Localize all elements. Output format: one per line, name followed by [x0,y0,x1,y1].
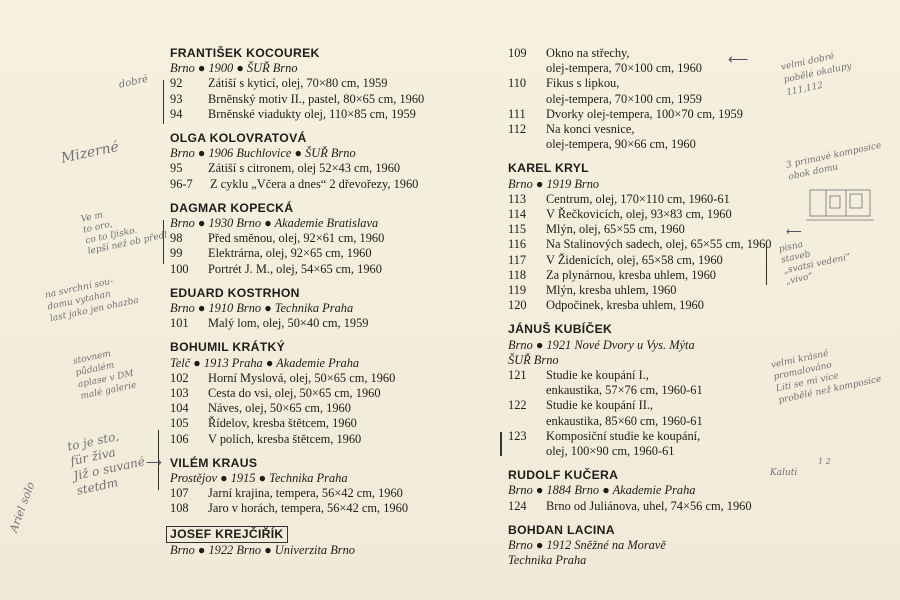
catalog-number: 95 [170,161,183,176]
catalog-number: 96-7 [170,176,193,191]
catalog-item [508,222,808,237]
catalog-description: V Židenicích, olej, 65×58 cm, 1960 [546,252,723,267]
artist-name-text: DAGMAR KOPECKÁ [170,200,294,215]
catalog-number: 99 [170,246,183,261]
artist-name-text: EDUARD KOSTRHON [170,285,300,300]
catalog-item [508,253,808,268]
catalog-number: 105 [170,416,189,431]
catalog-item [508,298,808,313]
arrow-left-icon: ⟵ [728,53,749,68]
artist-bio: Telč ● 1913 Praha ● Akademie Praha [170,355,360,370]
artist-name-text: JOSEF KREJČIŘÍK [166,526,288,543]
artist-name-text: OLGA KOLOVRATOVÁ [170,131,307,146]
note-dobre: dobré [118,73,150,91]
note-mizerne: Mizerné [59,138,121,167]
catalog-number: 114 [508,207,527,222]
catalog-number: 122 [508,398,527,413]
catalog-item [170,76,500,91]
catalog-number: 102 [170,370,189,385]
artist-entry-continued [508,46,808,152]
catalog-item [170,262,500,277]
artist-bio: Brno ● 1910 Brno ● Technika Praha [170,301,354,316]
catalog-number: 103 [170,386,189,401]
catalog-item [170,386,500,401]
catalog-description: Horní Myslová, olej, 50×65 cm, 1960 [208,370,396,385]
artist-entry-vilem-kraus [170,456,500,517]
artist-entry-frantisek-kocourek [170,46,500,122]
artist-name-text: KAREL KRYL [508,161,589,176]
catalog-number: 108 [170,501,189,516]
catalog-number: 119 [508,283,527,298]
catalog-description: Brněnský motiv II., pastel, 80×65 cm, 1960 [208,91,425,106]
catalog-description: Fikus s lipkou, olej-tempera, 70×100 cm, 1959 [546,76,702,106]
bracket-kucera [500,432,502,456]
artist-bio: Brno ● 1921 Nové Dvory u Vys. Mýta ŠUŘ Brno [508,337,695,367]
catalog-item [508,268,808,283]
catalog-item [170,161,500,176]
catalog-item [170,501,500,516]
catalog-description: Brno od Juliánova, uhel, 74×56 cm, 1960 [546,498,752,513]
catalog-number: 98 [170,231,183,246]
catalog-number: 121 [508,368,527,383]
catalog-description: V Řečkovicích, olej, 93×83 cm, 1960 [546,207,732,222]
catalog-item [170,231,500,246]
catalog-item [508,107,808,122]
catalog-description: Okno na střechy, olej-tempera, 70×100 cm, 1960 [546,46,702,76]
catalog-number: 123 [508,428,527,443]
artist-name [170,340,500,355]
bracket-kryl [766,245,767,285]
note-kucera-num: 1 2 [818,457,831,466]
catalog-number: 106 [170,431,189,446]
note-kucera: Kaluti [770,468,798,478]
catalog-item [170,401,500,416]
catalog-description: Na konci vesnice, olej-tempera, 90×66 cm, 1960 [546,122,696,152]
arrow-left-small-icon: ⟵ [786,226,802,238]
note-kryl-top: 3 primavé komposice obok domu [785,140,883,183]
catalog-number: 92 [170,76,183,91]
catalog-description: Řídelov, kresba štětcem, 1960 [208,416,357,431]
catalog-item [508,76,808,106]
artist-entry-karel-kryl [508,161,808,313]
catalog-item [508,237,808,252]
catalog-description: Mlýn, kresba uhlem, 1960 [546,283,677,298]
artist-bio: Brno ● 1922 Brno ● Univerzita Brno [170,542,355,557]
catalog-description: Zátiší s kyticí, olej, 70×80 cm, 1959 [208,76,388,91]
artist-name-text: RUDOLF KUČERA [508,468,619,483]
catalog-number: 117 [508,252,527,267]
catalog-description: Jaro v horách, tempera, 56×42 cm, 1960 [208,501,409,516]
artist-entry-olga-kolovratova [170,131,500,192]
catalog-description: Mlýn, olej, 65×55 cm, 1960 [546,222,685,237]
artist-bio: Brno ● 1930 Brno ● Akademie Bratislava [170,216,379,231]
note-top-right: velmi dobré pobělé okalupy 111,112 [780,51,853,99]
catalog-item [170,92,500,107]
artist-name [508,523,808,538]
arrow-right-icon: ⟶ [146,457,162,469]
catalog-item [170,177,500,192]
catalog-number: 93 [170,91,183,106]
catalog-item [170,107,500,122]
artist-bio: Brno ● 1912 Sněžné na Moravě Technika Praha [508,538,666,568]
note-vertical: Ariel solo [7,480,38,535]
artist-name [508,322,808,337]
catalog-item [170,432,500,447]
catalog-item [170,316,500,331]
artist-name [170,526,500,543]
artist-bio: Brno ● 1919 Brno [508,176,600,191]
catalog-description: Komposiční studie ke koupání, olej, 100×90 cm, 1960-61 [546,428,701,459]
catalog-item [508,368,808,398]
artist-entry-janus-kubicek [508,322,808,459]
catalog-description: Z cyklu „Včera a dnes“ 2 dřevořezy, 1960 [210,176,419,191]
artist-bio: Brno ● 1906 Buchlovice ● ŠUŘ Brno [170,146,356,161]
note-kostrhon: na svrchní sou- domu vytahan last jako jen ohazba [44,276,140,325]
artist-name [508,468,808,483]
catalog-item [508,122,808,152]
catalog-description: V polích, kresba štětcem, 1960 [208,431,362,446]
right-column [508,46,808,578]
catalog-number: 100 [170,261,189,276]
artist-bio: Brno ● 1900 ● ŠUŘ Brno [170,61,298,76]
catalog-description: Na Stalinových sadech, olej, 65×55 cm, 1960 [546,237,772,252]
note-kopecka: Ve m to oro, co to Ijisko. lepší než ob předl [80,210,169,258]
catalog-description: Malý lom, olej, 50×40 cm, 1959 [208,316,369,331]
artist-entry-bohumil-kratky [170,340,500,446]
left-column [170,46,500,567]
bracket-kocourek [163,80,164,124]
artist-entry-dagmar-kopecka [170,201,500,277]
catalog-description: Před směnou, olej, 92×61 cm, 1960 [208,231,385,246]
catalog-number: 124 [508,498,527,513]
artist-entry-josef-krejcirik [170,526,500,558]
catalog-item [508,192,808,207]
pencil-sketch-icon [806,184,878,224]
catalog-number: 94 [170,106,183,121]
catalog-item [170,371,500,386]
catalog-number: 116 [508,237,527,252]
catalog-item [170,416,500,431]
catalog-item [508,46,808,76]
artist-name-text: FRANTIŠEK KOCOUREK [170,46,320,60]
note-kubicek: velmi krásné promalováno Liti se mi více probělé než komposice [770,348,883,406]
catalog-description: Cesta do vsi, olej, 50×65 cm, 1960 [208,386,381,401]
catalog-description: Studie ke koupání I., enkaustika, 57×76 cm, 1960-61 [546,368,703,398]
catalog-description: Portrét J. M., olej, 54×65 cm, 1960 [208,261,382,276]
artist-name [170,456,500,471]
note-kryl-side: pisna staveb „svatsi vedeni“ „vivo“ [778,239,852,288]
catalog-number: 111 [508,106,526,121]
catalog-description: Zátiší s citronem, olej 52×43 cm, 1960 [208,161,401,176]
artist-bio: Brno ● 1884 Brno ● Akademie Praha [508,483,696,498]
artist-name-text: BOHUMIL KRÁTKÝ [170,340,286,355]
catalog-item [170,486,500,501]
catalog-number: 110 [508,76,527,91]
catalog-description: Elektrárna, olej, 92×65 cm, 1960 [208,246,372,261]
artist-name-text: VILÉM KRAUS [170,455,258,470]
catalog-description: Studie ke koupání II., enkaustika, 85×60 cm, 1960-61 [546,398,703,428]
note-kraus: to je sto, für živa Již o suvané stetdm [66,429,147,498]
artist-name [170,201,500,216]
catalog-description: Odpočinek, kresba uhlem, 1960 [546,298,704,313]
artist-name [508,161,808,176]
artist-entry-eduard-kostrhon [170,286,500,332]
artist-name [170,286,500,301]
catalog-item [508,499,808,514]
artist-name-text: JÁNUŠ KUBÍČEK [508,322,613,337]
catalog-description: Dvorky olej-tempera, 100×70 cm, 1959 [546,106,743,121]
artist-entry-bohdan-lacina [508,523,808,569]
catalog-number: 107 [170,486,189,501]
catalog-number: 112 [508,122,527,137]
catalog-number: 104 [170,401,189,416]
artist-name [170,131,500,146]
catalog-number: 115 [508,222,527,237]
catalog-description: Za plynárnou, kresba uhlem, 1960 [546,267,716,282]
catalog-number: 101 [170,316,189,331]
catalog-description: Jarní krajina, tempera, 56×42 cm, 1960 [208,486,403,501]
artist-entry-rudolf-kucera [508,468,808,514]
catalog-number: 120 [508,298,527,313]
catalog-item [508,207,808,222]
catalog-description: Brněnské viadukty olej, 110×85 cm, 1959 [208,106,416,121]
catalog-number: 118 [508,267,527,282]
catalog-number: 113 [508,191,527,206]
catalog-item [508,398,808,428]
catalog-item [508,283,808,298]
artist-name [170,46,500,61]
artist-name-text: BOHDAN LACINA [508,522,615,537]
catalog-description: Náves, olej, 50×65 cm, 1960 [208,401,351,416]
artist-bio: Prostějov ● 1915 ● Technika Praha [170,471,348,486]
catalog-item [508,429,808,459]
catalog-description: Centrum, olej, 170×110 cm, 1960-61 [546,191,730,206]
note-kratky: stovnem půdalém aplase v DM malé galerie [72,348,138,402]
catalog-number: 109 [508,46,527,60]
catalog-item [170,246,500,261]
